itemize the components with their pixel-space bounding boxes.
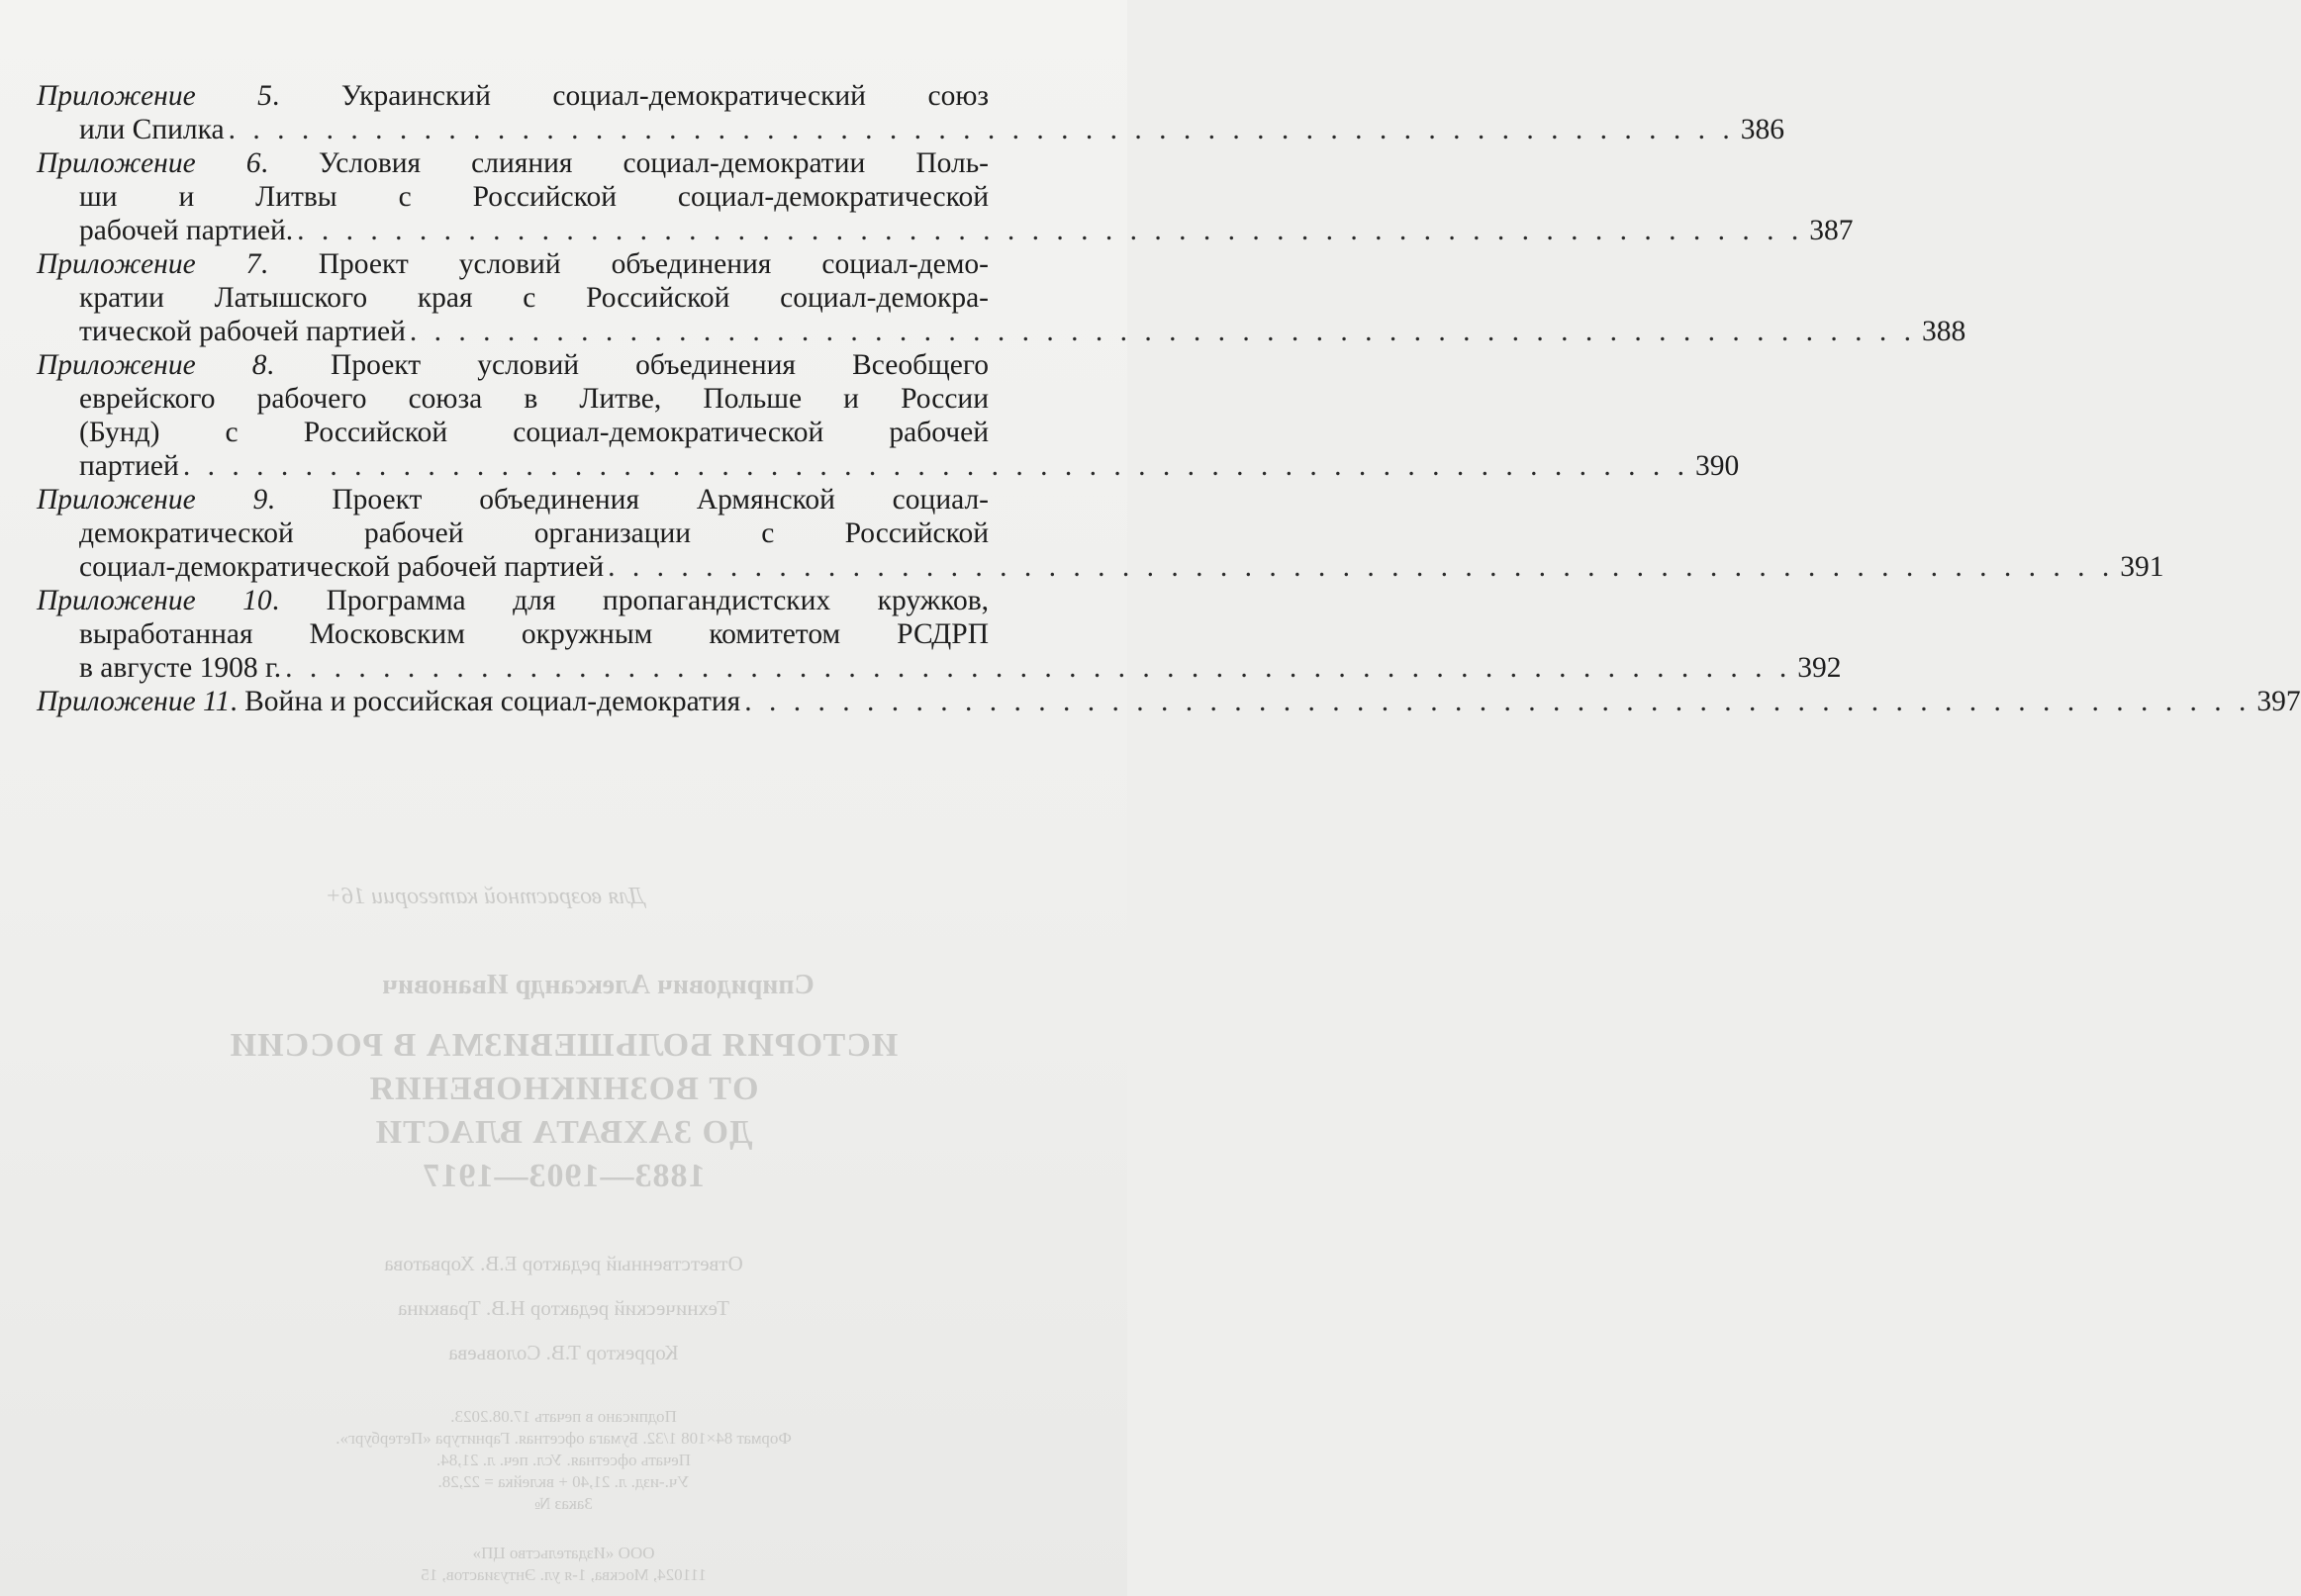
toc-entry-5[interactable] (37, 79, 1784, 146)
toc-entry-10[interactable] (37, 584, 1842, 685)
dot-leader: . . . . . . . . . . . . . . . . . . . . . . . . . . . . . . . . . . . . . . . . . . . . . . . . . . . . . . . . . . . . . . (608, 551, 2115, 583)
ghost-editor-line: Технический редактор Н.В. Травкина (398, 1296, 730, 1320)
ghost-print-line: 111024, Москва, 1-я ул. Энтузиастов, 15 (421, 1565, 707, 1584)
toc-entry-text: социал-демократической рабочей партией (79, 551, 605, 583)
toc-entry-last-line (37, 113, 1784, 146)
ghost-print-line: Заказ № (534, 1494, 593, 1513)
toc-entry-11[interactable] (37, 685, 2301, 718)
toc-entry-label: Приложение 9 (37, 484, 268, 516)
toc-entry-text: Программа для пропагандистских кружков, (326, 585, 990, 616)
toc-entry-text: Проект объединения Армянской социал- (332, 484, 990, 516)
toc-entry-line: Приложение 7. Проект условий объединения социал-демо- (37, 248, 990, 280)
toc-entry-line: Приложение 6. Условия слияния социал-демократии Поль- (37, 147, 989, 179)
ghost-print-line: Уч.-изд. л. 21,40 + вклейка = 22,28. (437, 1472, 690, 1491)
ghost-title-line: ДО ЗАХВАТА ВЛАСТИ (374, 1114, 753, 1151)
ghost-title-line: ИСТОРИЯ БОЛЬШЕВИЗМА В РОССИИ (229, 1027, 899, 1064)
toc-entry-line: демократической рабочей организации с Российской (79, 517, 989, 549)
page-number: 388 (1922, 316, 1966, 347)
table-of-contents (37, 79, 2301, 718)
page-number: 390 (1694, 450, 1740, 482)
toc-entry-line: Приложение 9. Проект объединения Армянской социал- (37, 484, 990, 516)
toc-entry-line: Приложение 8. Проект условий объединения Всеобщего (37, 349, 989, 381)
toc-entry-last-line (37, 449, 1740, 483)
ghost-editor-line: Корректор Т.В. Соловьева (448, 1341, 679, 1364)
toc-entry-text: Приложение 11. Война и российская социал-демократия (37, 686, 741, 717)
toc-entry-last-line (37, 550, 2164, 584)
toc-entry-text: партией (79, 450, 179, 482)
toc-entry-label: Приложение 6 (37, 147, 261, 179)
toc-entry-last-line (37, 685, 2301, 718)
toc-entry-text: тической рабочей партией (79, 316, 406, 347)
page-number: 386 (1740, 114, 1784, 145)
ghost-editor-line: Ответственный редактор Е.В. Хорватова (384, 1252, 743, 1275)
toc-entry-label: Приложение 5 (37, 80, 272, 112)
ghost-title-line: ОТ ВОЗНИКНОВЕНИЯ (368, 1071, 759, 1107)
ghost-print-line: Подписано в печать 17.08.2023. (450, 1407, 677, 1426)
ghost-age-rating: Для возрастной категории 16+ (325, 884, 645, 909)
toc-entry-8[interactable] (37, 348, 1740, 483)
toc-entry-text: рабочей партией. (79, 215, 294, 246)
toc-entry-label: Приложение 11 (37, 686, 231, 717)
toc-entry-7[interactable] (37, 247, 1966, 348)
dot-leader: . . . . . . . . . . . . . . . . . . . . . . . . . . . . . . . . . . . . . . . . . . . . . . . . . . . . . . . . . . . . . . (182, 450, 1689, 482)
toc-entry-label: Приложение 8 (37, 349, 267, 381)
toc-entry-label: Приложение 10 (37, 585, 272, 616)
toc-entry-last-line (37, 651, 1842, 685)
toc-entry-text: Украинский социал-демократический союз (340, 80, 990, 112)
page-number: 397 (2256, 686, 2301, 717)
ghost-title-line: 1883—1903—1917 (422, 1158, 706, 1194)
toc-entry-label: Приложение 7 (37, 248, 261, 280)
toc-entry-last-line (37, 214, 1854, 247)
page-number: 387 (1809, 215, 1854, 246)
dot-leader: . . . . . . . . . . . . . . . . . . . . . . . . . . . . . . . . . . . . . . . . . . . . . . . . . . . . . . . . . . . . . . (297, 215, 1804, 246)
toc-entry-line: Приложение 5. Украинский социал-демократический союз (37, 80, 990, 112)
toc-entry-last-line (37, 315, 1966, 348)
dot-leader: . . . . . . . . . . . . . . . . . . . . . . . . . . . . . . . . . . . . . . . . . . . . . . . . . . . . . . . . . . . . . . (744, 686, 2252, 717)
toc-entry-9[interactable] (37, 483, 2164, 584)
toc-entry-line: Приложение 10. Программа для пропагандистских кружков, (37, 585, 990, 616)
page-number: 391 (2120, 551, 2164, 583)
toc-entry-text: в августе 1908 г. (79, 652, 282, 684)
toc-entry-line: ши и Литвы с Российской социал-демократической (79, 181, 989, 213)
toc-entry-line: кратии Латышского края с Российской социал-демокра- (79, 282, 989, 314)
toc-entry-text: или Спилка (79, 114, 225, 145)
dot-leader: . . . . . . . . . . . . . . . . . . . . . . . . . . . . . . . . . . . . . . . . . . . . . . . . . . . . . . . . . . . . . . (228, 114, 1735, 145)
toc-entry-text: Условия слияния социал-демократии Поль- (318, 147, 989, 179)
toc-entry-line: (Бунд) с Российской социал-демократической рабочей (79, 417, 989, 448)
toc-entry-title: Война и российская социал-демократия (244, 686, 741, 717)
dot-leader: . . . . . . . . . . . . . . . . . . . . . . . . . . . . . . . . . . . . . . . . . . . . . . . . . . . . . . . . . . . . . . (409, 316, 1917, 347)
toc-entry-line: выработанная Московским окружным комитетом РСДРП (79, 618, 989, 650)
ghost-print-line: Печать офсетная. Усл. печ. л. 21,84. (436, 1451, 691, 1469)
toc-entry-text: Проект условий объединения Всеобщего (331, 349, 989, 381)
dot-leader: . . . . . . . . . . . . . . . . . . . . . . . . . . . . . . . . . . . . . . . . . . . . . . . . . . . . . . . . . . . . . . (285, 652, 1792, 684)
toc-entry-6[interactable] (37, 146, 1854, 247)
ghost-print-line: ООО «Издательство ЦП» (472, 1544, 655, 1562)
page-number: 392 (1797, 652, 1842, 684)
ghost-print-line: Формат 84×108 1/32. Бумага офсетная. Гарнитура «Петербург». (336, 1429, 792, 1448)
toc-entry-line: еврейского рабочего союза в Литве, Польше и России (79, 383, 989, 415)
toc-entry-text: Проект условий объединения социал-демо- (318, 248, 990, 280)
ghost-author: Спиридович Александр Иванович (382, 970, 815, 1000)
